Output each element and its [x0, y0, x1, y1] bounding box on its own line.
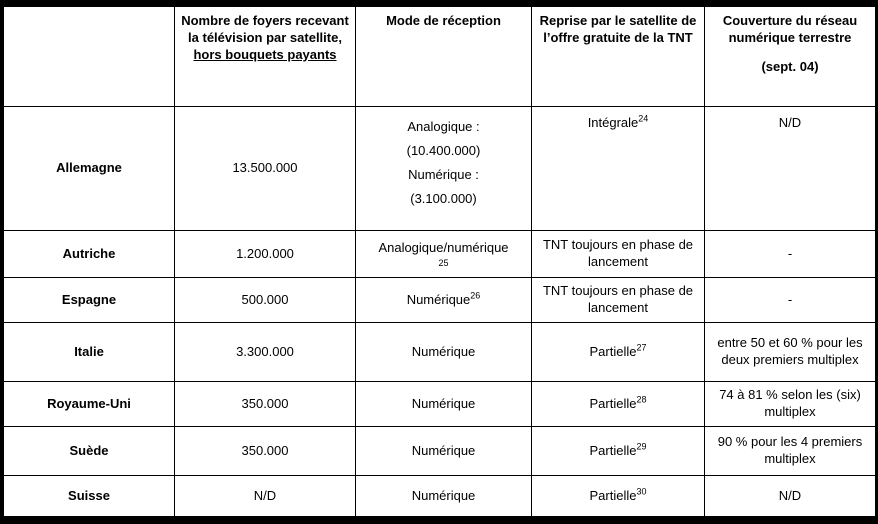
table-row-italie — [4, 323, 876, 382]
mode-cell: Numérique — [356, 323, 532, 382]
satellite-text: Partielle — [589, 487, 637, 503]
coverage-cell: entre 50 et 60 % pour les deux premiers multiplex — [705, 323, 876, 382]
households-cell: 350.000 — [175, 382, 356, 427]
header-households — [175, 7, 356, 107]
header-households-text: Nombre de foyers recevant la télévision par satellite, — [181, 13, 349, 45]
satellite-cell — [532, 107, 705, 231]
satellite-cell — [532, 382, 705, 427]
header-country — [4, 7, 175, 107]
satellite-tnt-table — [3, 6, 876, 517]
coverage-cell: - — [705, 231, 876, 278]
country-cell: Allemagne — [4, 107, 175, 231]
households-cell: 500.000 — [175, 278, 356, 323]
satellite-text: Partielle — [589, 442, 637, 458]
country-cell: Autriche — [4, 231, 175, 278]
satellite-cell — [532, 427, 705, 476]
header-coverage-date: (sept. 04) — [761, 58, 819, 74]
footnote-ref: 30 — [636, 486, 647, 497]
satellite-cell — [532, 323, 705, 382]
table-row-suede — [4, 427, 876, 476]
table-row-allemagne — [4, 107, 876, 231]
mode-line: Analogique : — [407, 119, 480, 134]
mode-cell — [356, 107, 532, 231]
satellite-cell: TNT toujours en phase de lancement — [532, 278, 705, 323]
households-cell: 3.300.000 — [175, 323, 356, 382]
country-cell: Suède — [4, 427, 175, 476]
mode-cell — [356, 278, 532, 323]
header-satellite: Reprise par le satellite de l’offre gratuite de la TNT — [532, 7, 705, 107]
header-row — [4, 7, 876, 107]
satellite-cell — [532, 476, 705, 517]
mode-text: Analogique/numérique — [378, 240, 509, 256]
header-coverage — [705, 7, 876, 107]
country-cell: Espagne — [4, 278, 175, 323]
satellite-text: Intégrale — [587, 115, 639, 130]
country-cell: Italie — [4, 323, 175, 382]
satellite-text: Partielle — [589, 343, 637, 359]
mode-cell: Numérique — [356, 427, 532, 476]
country-cell: Suisse — [4, 476, 175, 517]
header-mode: Mode de réception — [356, 7, 532, 107]
mode-line: Numérique : — [408, 167, 479, 182]
mode-line: (3.100.000) — [410, 191, 477, 206]
footnote-ref: 24 — [638, 113, 649, 124]
table-row-suisse — [4, 476, 876, 517]
mode-text: Numérique — [406, 291, 471, 307]
footnote-ref: 25 — [438, 258, 449, 269]
satellite-text: Partielle — [589, 395, 637, 411]
mode-cell: Numérique — [356, 476, 532, 517]
mode-cell: Numérique — [356, 382, 532, 427]
households-cell: N/D — [175, 476, 356, 517]
header-households-underlined-text: hors bouquets payants — [193, 46, 337, 62]
coverage-cell: N/D — [705, 476, 876, 517]
households-cell: 1.200.000 — [175, 231, 356, 278]
coverage-cell: - — [705, 278, 876, 323]
footnote-ref: 28 — [636, 394, 647, 405]
table-row-royaume-uni — [4, 382, 876, 427]
mode-cell — [356, 231, 532, 278]
mode-line: (10.400.000) — [406, 143, 481, 158]
satellite-cell: TNT toujours en phase de lancement — [532, 231, 705, 278]
households-cell: 350.000 — [175, 427, 356, 476]
header-coverage-text: Couverture du réseau numérique terrestre — [722, 13, 858, 45]
footnote-ref: 27 — [636, 342, 647, 353]
footnote-ref: 26 — [470, 290, 481, 301]
table-row-autriche — [4, 231, 876, 278]
footnote-ref: 29 — [636, 441, 647, 452]
households-cell: 13.500.000 — [175, 107, 356, 231]
table-row-espagne — [4, 278, 876, 323]
coverage-cell: 74 à 81 % selon les (six) multiplex — [705, 382, 876, 427]
country-cell: Royaume-Uni — [4, 382, 175, 427]
coverage-cell: N/D — [705, 107, 876, 231]
coverage-cell: 90 % pour les 4 premiers multiplex — [705, 427, 876, 476]
